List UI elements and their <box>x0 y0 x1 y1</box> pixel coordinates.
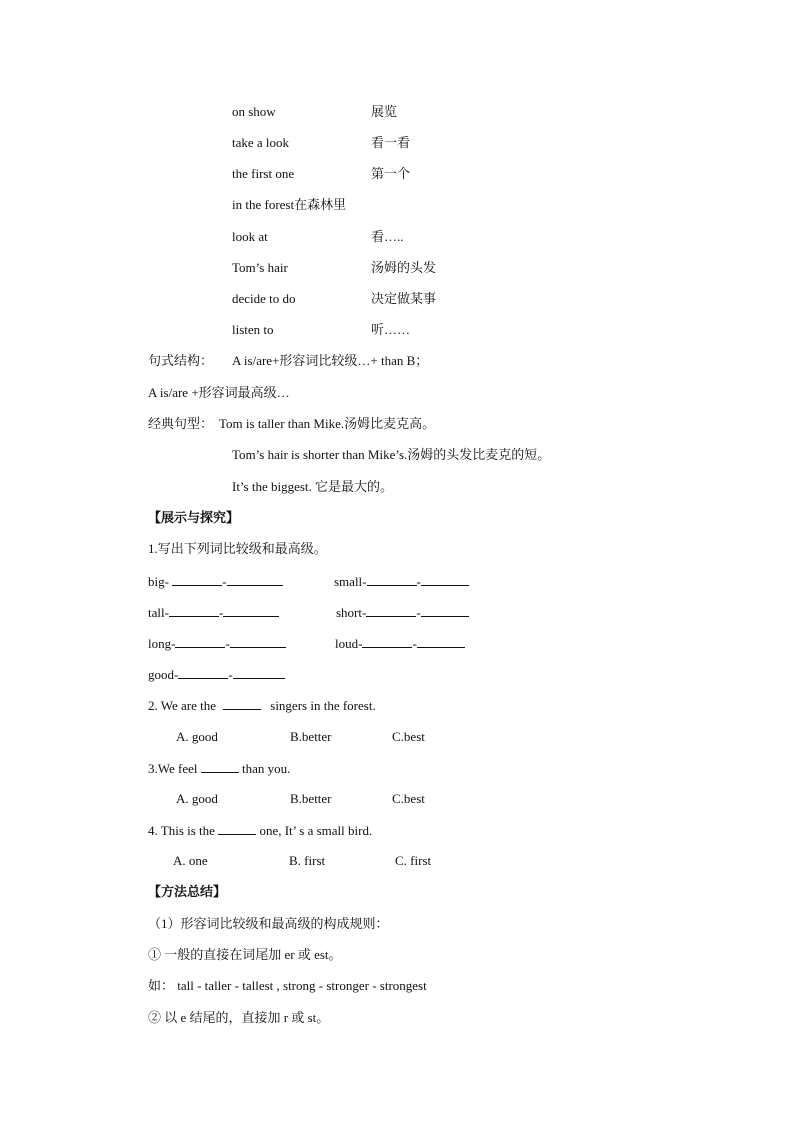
phrase-en: take a look <box>232 135 290 150</box>
word-blank: big- - <box>148 573 283 590</box>
blank-line[interactable] <box>362 635 412 648</box>
blank-line[interactable] <box>417 635 465 648</box>
word: tall- <box>148 605 169 620</box>
q2-option-c[interactable]: C.best <box>392 729 425 744</box>
q1-title: 1.写出下列词比较级和最高级。 <box>148 541 327 556</box>
rule-2: ② 以 e 结尾的，直接加 r 或 st。 <box>148 1010 330 1025</box>
phrase-en: on show <box>232 104 276 119</box>
q4-text-pre: 4. This is the <box>148 823 215 838</box>
phrase-en: decide to do <box>232 291 296 306</box>
word-blank: tall- - <box>148 604 279 621</box>
phrase-zh: 汤姆的头发 <box>371 260 437 275</box>
rule-1: ① 一般的直接在词尾加 er 或 est。 <box>148 947 342 962</box>
phrase-en: the first one <box>232 166 295 181</box>
word: big- <box>148 574 169 589</box>
phrase-zh: 听…… <box>371 322 411 337</box>
phrase-zh: 看….. <box>371 229 404 244</box>
q2-text-pre: 2. We are the <box>148 698 217 713</box>
q4-option-c[interactable]: C. first <box>395 853 432 868</box>
classic-sentence-3: It’s the biggest. 它是最大的。 <box>232 479 394 494</box>
classic-sentence-1: Tom is taller than Mike.汤姆比麦克高。 <box>219 416 436 431</box>
blank-line[interactable] <box>175 635 225 648</box>
rules-title: （1）形容词比较级和最高级的构成规则： <box>148 916 389 931</box>
word: short- <box>336 605 367 620</box>
phrase-en: in the forest <box>232 197 295 212</box>
structure-label: 句式结构： <box>148 353 214 368</box>
blank-line[interactable] <box>223 604 279 617</box>
q3-option-a[interactable]: A. good <box>176 791 218 806</box>
structure-line2: A is/are +形容词最高级… <box>148 385 290 400</box>
phrase-en: Tom’s hair <box>232 260 288 275</box>
word-blank: good- - <box>148 666 285 683</box>
word: small- <box>334 574 367 589</box>
q4-option-a[interactable]: A. one <box>173 853 208 868</box>
phrase-zh: 第一个 <box>371 166 411 181</box>
word-blank: loud- - <box>335 635 465 652</box>
blank-line[interactable] <box>367 573 417 586</box>
blank-line[interactable] <box>218 822 256 835</box>
q2-option-a[interactable]: A. good <box>176 729 218 744</box>
blank-line[interactable] <box>230 635 286 648</box>
q4-option-b[interactable]: B. first <box>289 853 326 868</box>
phrase-zh: 决定做某事 <box>371 291 437 306</box>
blank-line[interactable] <box>169 604 219 617</box>
blank-line[interactable] <box>201 760 239 773</box>
phrase-zh: 看一看 <box>371 135 411 150</box>
q2-option-b[interactable]: B.better <box>290 729 332 744</box>
word: loud- <box>335 636 363 651</box>
blank-line[interactable] <box>421 604 469 617</box>
word: long- <box>148 636 176 651</box>
q2-text-post: singers in the forest. <box>270 698 376 713</box>
q3-option-b[interactable]: B.better <box>290 791 332 806</box>
blank-line[interactable] <box>421 573 469 586</box>
q3-text-pre: 3.We feel <box>148 761 198 776</box>
section-heading-method: 【方法总结】 <box>148 884 227 899</box>
blank-line[interactable] <box>223 697 261 710</box>
phrase-en: listen to <box>232 322 274 337</box>
word-blank: long- - <box>148 635 286 652</box>
blank-line[interactable] <box>178 666 228 679</box>
blank-line[interactable] <box>233 666 285 679</box>
section-heading-show: 【展示与探究】 <box>148 510 240 525</box>
phrase-combined <box>232 197 346 213</box>
rule-example: 如： tall - taller - tallest , strong - stronger - strongest <box>148 978 427 993</box>
word-blank: small- - <box>334 573 469 590</box>
q3-text-post: than you. <box>241 761 291 776</box>
phrase-zh: 展览 <box>371 104 398 119</box>
q4-text-post: one, It’ s a small bird. <box>259 823 373 838</box>
q3-question <box>148 760 290 777</box>
blank-line[interactable] <box>227 573 283 586</box>
q4-question <box>148 822 372 839</box>
word: good- <box>148 667 179 682</box>
blank-line[interactable] <box>366 604 416 617</box>
q2-question <box>148 697 376 714</box>
classic-sentence-2: Tom’s hair is shorter than Mike’s.汤姆的头发比麦克的短。 <box>232 447 551 462</box>
phrase-zh: 在森林里 <box>294 197 347 212</box>
structure-line1: A is/are+形容词比较级…+ than B； <box>232 353 429 368</box>
blank-line[interactable] <box>172 573 222 586</box>
classic-label: 经典句型： <box>148 416 214 431</box>
phrase-en: look at <box>232 229 268 244</box>
word-blank: short- - <box>336 604 469 621</box>
q3-option-c[interactable]: C.best <box>392 791 425 806</box>
